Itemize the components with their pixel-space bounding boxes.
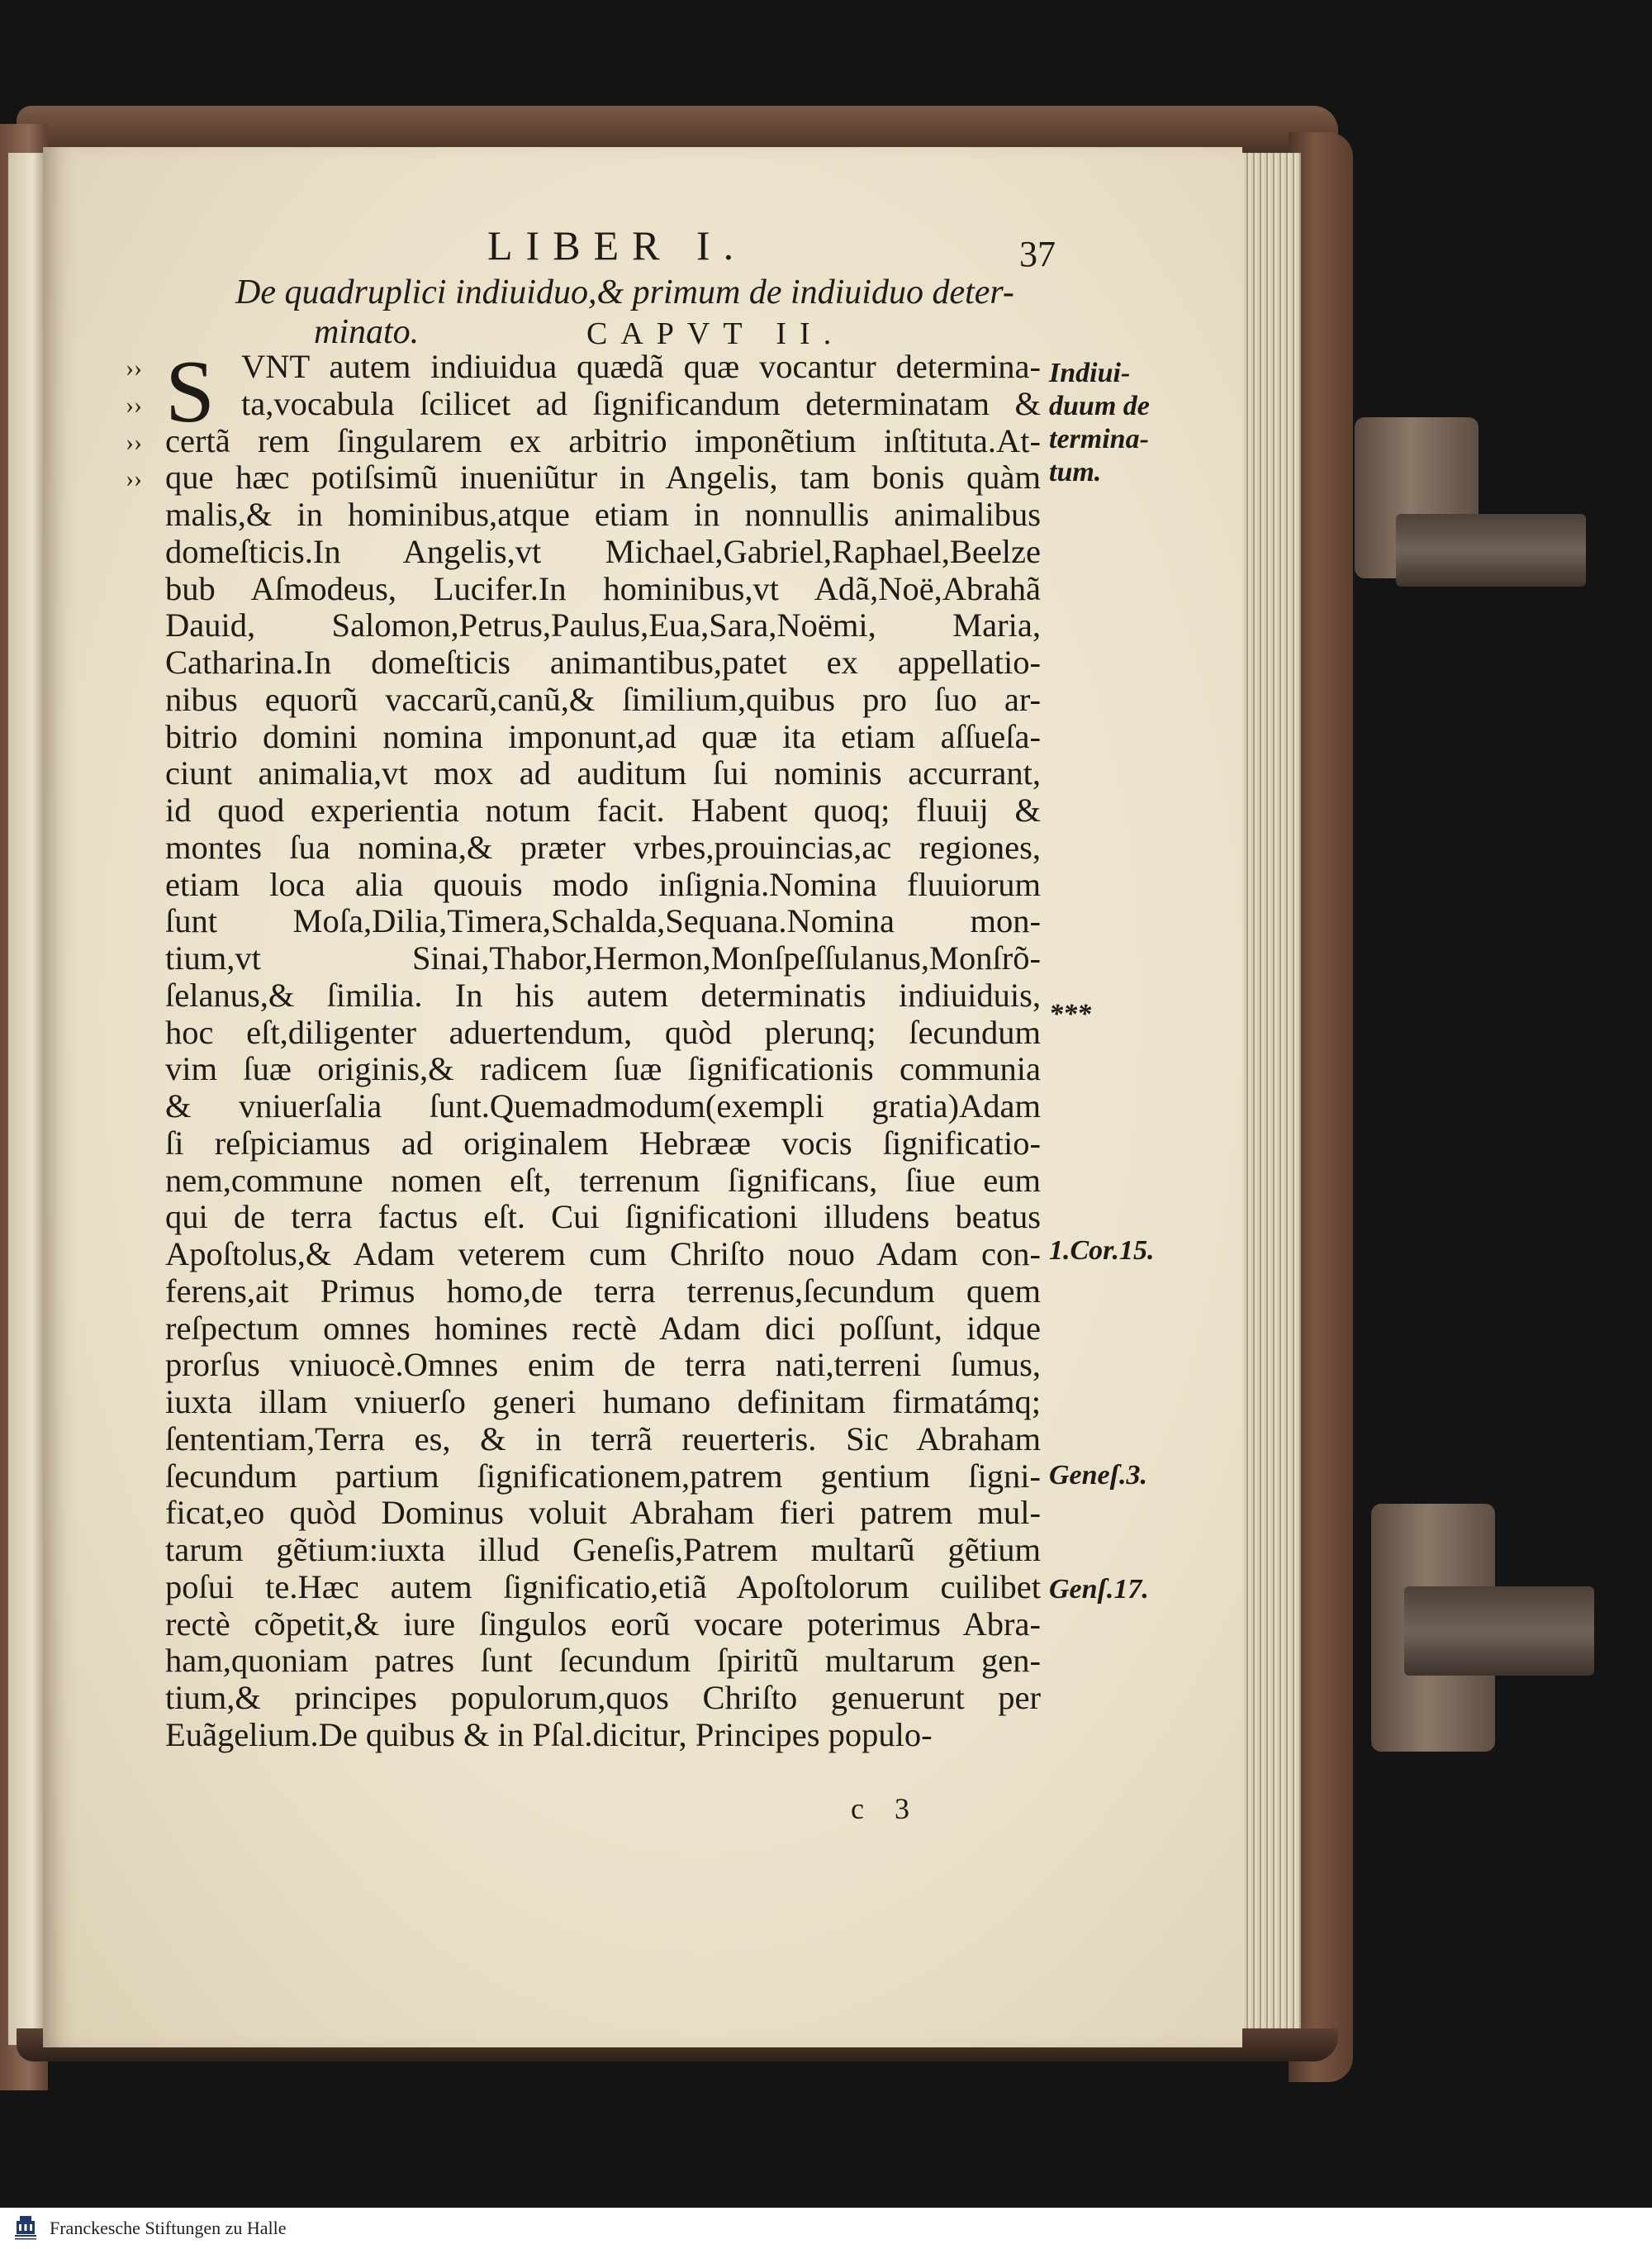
text-line: bitrio domini nomina imponunt,ad quæ ita etiam aſſueſa-	[165, 717, 1041, 755]
chapter-title-line-1: De quadruplici indiuiduo,& primum de indiuiduo deter-	[235, 273, 1014, 311]
margin-note-genes-17: Genſ.17.	[1049, 1574, 1149, 1605]
text-line: ferens,ait Primus homo,de terra terrenus,ſecundum quem	[165, 1272, 1041, 1310]
left-page-edge	[8, 153, 43, 2045]
text-line: que hæc potiſsimũ inueniũtur in Angelis, tam bonis quàm	[165, 459, 1041, 497]
text-line: Catharina.In domeſticis animantibus,patet ex appellatio-	[165, 644, 1041, 681]
marginal-quote-marks	[126, 350, 142, 498]
text-line: ham,quoniam patres ſunt ſecundum ſpiritũ multarum gen-	[165, 1642, 1041, 1680]
running-head: LIBER I.	[487, 222, 748, 269]
text-line: prorſus vniuocè.Omnes enim de terra nati,terreni ſumus,	[165, 1346, 1041, 1384]
clasp-strap-upper	[1396, 514, 1586, 587]
margin-note-line: termina-	[1049, 424, 1149, 454]
margin-note-line: Indiui-	[1049, 358, 1131, 388]
quote-mark: ››	[126, 354, 142, 382]
text-line: tium,vt Sinai,Thabor,Hermon,Monſpeſſulanus,Monſrõ-	[165, 939, 1041, 977]
institution-name: Franckesche Stiftungen zu Halle	[50, 2218, 287, 2238]
margin-note-indiuiduum	[1049, 357, 1150, 489]
text-line: certã rem ſingularem ex arbitrio imponẽtium inſtituta.At-	[165, 421, 1041, 459]
clasp-strap-lower	[1404, 1586, 1594, 1676]
folio-number: 37	[1019, 234, 1056, 274]
text-line: montes ſua nomina,& præter vrbes,prouincias,ac regiones,	[165, 828, 1041, 866]
text-line: ficat,eo quòd Dominus voluit Abraham fieri patrem mul-	[165, 1494, 1041, 1532]
text-line: hoc eſt,diligenter aduertendum, quòd plerunq; ſecundum	[165, 1013, 1041, 1051]
text-line: ciunt animalia,vt mox ad auditum ſui nominis accurrant,	[165, 754, 1041, 792]
margin-note-line: tum.	[1049, 457, 1102, 487]
quote-mark: ››	[126, 391, 142, 419]
text-line: bub Aſmodeus, Lucifer.In hominibus,vt Adã,Noë,Abrahã	[165, 569, 1041, 607]
footer-bar	[0, 2208, 1652, 2249]
text-line: reſpectum omnes homines rectè Adam dici poſſunt, idque	[165, 1309, 1041, 1347]
text-line: vim ſuæ originis,& radicem ſuæ ſignificationis communia	[165, 1050, 1041, 1088]
text-line: rectè cõpetit,& iure ſingulos eorũ vocare poterimus Abra-	[165, 1605, 1041, 1643]
text-line: Euãgelium.De quibus & in Pſal.dicitur, Principes populo-	[165, 1715, 933, 1753]
body-text	[165, 343, 1041, 1754]
text-line: ſelanus,& ſimilia. In his autem determinatis indiuiduis,	[165, 976, 1041, 1014]
text-line: tarum gẽtium:iuxta illud Geneſis,Patrem multarũ gẽtium	[165, 1531, 1041, 1568]
margin-note-asterisks: ***	[1049, 999, 1091, 1029]
text-line: nem,commune nomen eſt, terrenum ſignificans, ſiue eum	[165, 1161, 1041, 1199]
chapter-title-line-2: minato.	[314, 313, 420, 351]
text-line: etiam loca alia quouis modo inſignia.Nomina fluuiorum	[165, 865, 1041, 903]
institution-logo-icon	[12, 2213, 40, 2244]
text-line: tium,& principes populorum,quos Chriſto genuerunt per	[165, 1679, 1041, 1716]
text-line: qui de terra factus eſt. Cui ſignificationi illudens beatus	[165, 1198, 1041, 1236]
text-line: ta,vocabula ſcilicet ad ſignificandum determinatam &	[241, 384, 1041, 422]
text-line: ſecundum partium ſignificationem,patrem gentium ſigni-	[165, 1457, 1041, 1495]
text-line: domeſticis.In Angelis,vt Michael,Gabriel,Raphael,Beelze	[165, 532, 1041, 570]
text-line: iuxta illam vniuerſo generi humano definitam firmatámq;	[165, 1383, 1041, 1420]
margin-note-line: duum de	[1049, 391, 1150, 421]
caput-heading: CAPVT II.	[586, 316, 845, 351]
text-line: ſententiam,Terra es, & in terrã reuerteris. Sic Abraham	[165, 1419, 1041, 1457]
text-line: malis,& in hominibus,atque etiam in nonnullis animalibus	[165, 496, 1041, 533]
text-line: & vniuerſalia ſunt.Quemadmodum(exempli gratia)Adam	[165, 1087, 1041, 1124]
text-line: Dauid, Salomon,Petrus,Paulus,Eua,Sara,Noëmi, Maria,	[165, 606, 1041, 644]
text-line: id quod experientia notum facit. Habent quoq; fluuij &	[165, 792, 1041, 829]
text-line: poſui te.Hæc autem ſignificatio,etiã Apoſtolorum cuilibet	[165, 1567, 1041, 1605]
text-line: Apoſtolus,& Adam veterem cum Chriſto nouo Adam con-	[165, 1235, 1041, 1272]
text-line: VNT autem indiuidua quædã quæ vocantur determina-	[241, 348, 1041, 385]
text-line: ſunt Moſa,Dilia,Timera,Schalda,Sequana.Nomina mon-	[165, 902, 1041, 940]
quote-mark: ››	[126, 465, 142, 493]
quote-mark: ››	[126, 428, 142, 456]
text-line: nibus equorũ vaccarũ,canũ,& ſimilium,quibus pro ſuo ar-	[165, 680, 1041, 718]
text-line: ſi reſpiciamus ad originalem Hebrææ vocis ſignificatio-	[165, 1124, 1041, 1162]
margin-note-genes-3: Geneſ.3.	[1049, 1460, 1147, 1491]
signature-mark: c 3	[851, 1792, 921, 1825]
drop-initial: S	[165, 343, 216, 441]
margin-note-1-cor-15: 1.Cor.15.	[1049, 1235, 1155, 1266]
